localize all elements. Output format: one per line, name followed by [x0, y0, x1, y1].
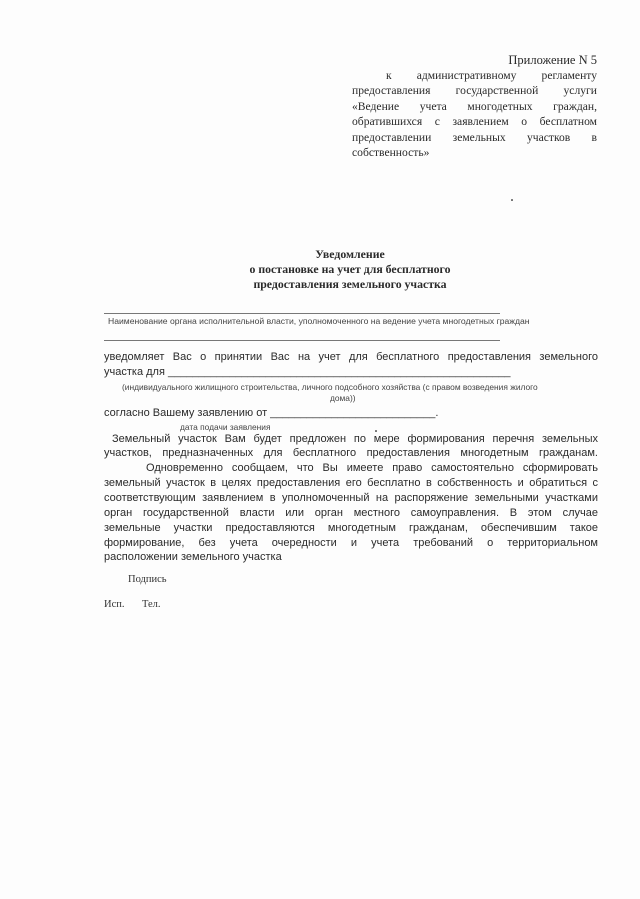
body-line: соответствующим заявлением в уполномоченный на распоряжение земельными участками — [104, 492, 598, 504]
appendix-header — [352, 52, 597, 160]
body-line: Земельный участок Вам будет предложен по мере формирования перечня земельных — [112, 433, 598, 445]
body-line: земельный участок в целях предоставления его бесплатно в собственность и обратиться с — [104, 477, 598, 489]
body-line: Одновременно сообщаем, что Вы имеете право самостоятельно сформировать — [146, 462, 598, 474]
organ-caption: Наименование органа исполнительной власти, уполномоченного на ведение учета многодетных граждан — [108, 316, 530, 326]
scan-speck — [511, 199, 513, 201]
appendix-line: обратившихся с заявлением о бесплатном — [352, 115, 597, 129]
appendix-line: собственность» — [352, 146, 430, 160]
appendix-line: предоставления государственной услуги — [352, 84, 597, 98]
body-line: участков, предназначенных для бесплатного предоставления многодетным гражданам. — [104, 447, 598, 459]
body-line: формирование, без учета очередности и учета требований о территориальном — [104, 537, 598, 549]
appendix-line: «Ведение учета многодетных граждан, — [352, 99, 597, 113]
phone-label: Тел. — [142, 599, 161, 610]
organ-name-line-2 — [104, 340, 500, 341]
body-line: уведомляет Вас о принятии Вас на учет для бесплатного предоставления земельного — [104, 351, 598, 363]
appendix-number: Приложение N 5 — [508, 53, 597, 67]
signature-label: Подпись — [128, 574, 167, 585]
body-line: расположении земельного участка — [104, 551, 282, 563]
date-hint: дата подачи заявления — [180, 422, 271, 432]
scan-speck — [375, 430, 377, 432]
document-title — [200, 247, 500, 292]
appendix-line: к административному регламенту — [386, 69, 597, 82]
title-line-1: Уведомление — [315, 247, 385, 261]
purpose-hint: (индивидуального жилищного строительства, личного подсобного хозяйства (с правом возведения жилого — [122, 382, 538, 392]
purpose-hint: дома)) — [330, 393, 356, 403]
body-line: согласно Вашему заявлению от ___________________________. — [104, 407, 439, 419]
title-line-2: о постановке на учет для бесплатного — [249, 262, 451, 276]
organ-name-line — [104, 313, 500, 314]
body-line: участка для ________________________________________________________ — [104, 366, 511, 378]
executor-label: Исп. — [104, 599, 125, 610]
appendix-line: предоставлении земельных участков в — [352, 130, 597, 144]
body-line: орган государственной власти или орган местного самоуправления. В этом случае — [104, 507, 598, 519]
title-line-3: предоставления земельного участка — [253, 277, 447, 291]
body-line: земельные участки предоставляются многодетным гражданам, обеспечившим такое — [104, 522, 598, 534]
appendix-text — [352, 68, 597, 160]
